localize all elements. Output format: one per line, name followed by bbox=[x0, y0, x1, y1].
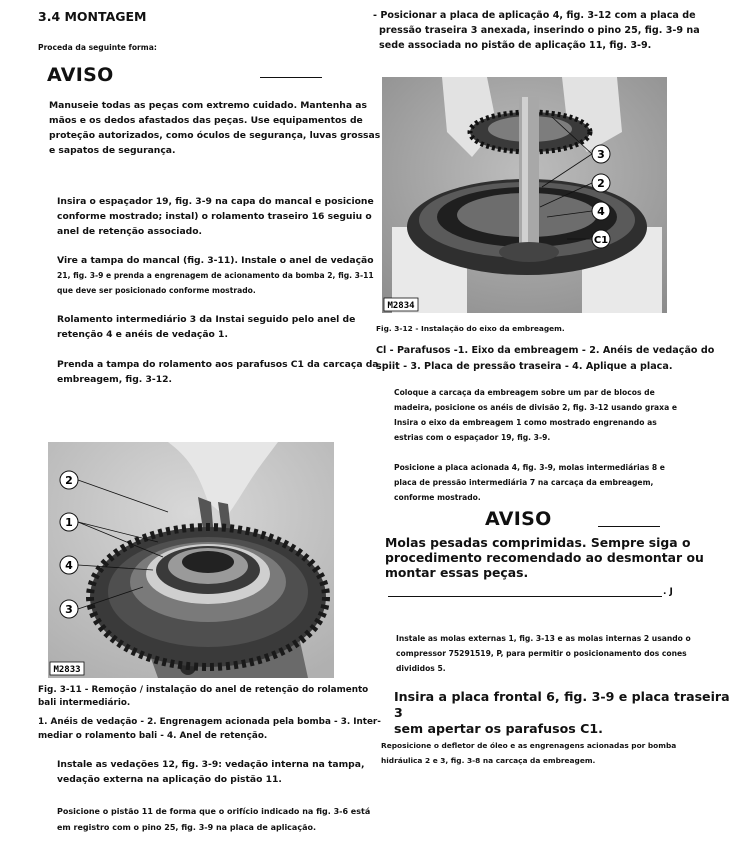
callout-2: 2 bbox=[597, 177, 605, 190]
warning-text: Manuseie todas as peças com extremo cuidado. Mantenha as mãos e os dedos afastados das peças. Use equipamentos de proteção autorizados, como óculos de segurança, luvas grossas e sapatos de segurança. bbox=[49, 100, 381, 156]
figure-3-12-legend: Cl - Parafusos -1. Eixo da embreagem - 2. Anéis de vedação do spiit - 3. Placa de pressão traseira - 4. Aplique a placa. bbox=[376, 345, 715, 372]
callout-4: 4 bbox=[65, 559, 73, 572]
callout-2: 2 bbox=[65, 474, 73, 487]
step-bearing-cap-cont: 21, fig. 3-9 e prenda a engrenagem de acionamento da bomba 2, fig. 3-11 que deve ser posicionado conforme mostrado. bbox=[57, 271, 374, 295]
warning-title: AVISO bbox=[47, 64, 114, 86]
figure-3-11-photo bbox=[48, 442, 334, 678]
step-springs: Instale as molas externas 1, fig. 3-13 e as molas internas 2 usando o compressor 75291519, P, para permitir o posicionamento dos cones divididos 5. bbox=[396, 634, 691, 673]
intro-text: Proceda da seguinte forma: bbox=[38, 43, 157, 52]
section-heading: 3.4 MONTAGEM bbox=[38, 9, 147, 24]
figure-code: M2833 bbox=[53, 665, 81, 675]
step-seals: Instale as vedações 12, fig. 3-9: vedação interna na tampa, vedação externa na aplicação do pistão 11. bbox=[57, 759, 365, 785]
callout-1: 1 bbox=[65, 516, 73, 529]
callout-3: 3 bbox=[65, 603, 73, 616]
step-housing-blocks: Coloque a carcaça da embreagem sobre um par de blocos de madeira, posicione os anéis de divisão 2, fig. 3-12 usando graxa e Insira o eixo da embreagem 1 como mostrado engrenando as estrias com o espaçador 19, fig. 3-9. bbox=[394, 388, 678, 442]
step-spacer: Insira o espaçador 19, fig. 3-9 na capa do mancal e posicione conforme mostrado; instal) o rolamento traseiro 16 seguiu o anel de retenção associado. bbox=[57, 196, 374, 237]
step-piston: Posicione o pistão 11 de forma que o orifício indicado na fig. 3-6 está em registro com o pino 25, fig. 3-9 na placa de aplicação. bbox=[57, 807, 371, 832]
figure-code: M2834 bbox=[387, 301, 415, 311]
figure-3-11-caption: Fig. 3-11 - Remoção / instalação do anel de retenção do rolamento bali intermediário. bbox=[38, 685, 369, 708]
step-oil-baffle: Reposicione o defletor de óleo e as engrenagens acionadas por bomba hidráulica 2 e 3, fig. 3-8 na carcaça da embreagem. bbox=[381, 741, 677, 765]
step-apply-plate: - Posicionar a placa de aplicação 4, fig. 3-12 com a placa de pressão traseira 3 anexada, inserindo o pino 25, fig. 3-9 na sede associada no pistão de aplicação 11, fig. 3-9. bbox=[373, 10, 700, 51]
callout-4: 4 bbox=[597, 205, 605, 218]
step-driven-plate: Posicione a placa acionada 4, fig. 3-9, molas intermediárias 8 e placa de pressão intermediária 7 na carcaça da embreagem, conforme mostrado. bbox=[394, 463, 665, 502]
warning-title: AVISO bbox=[485, 508, 552, 530]
callout-c1: C1 bbox=[593, 235, 609, 246]
figure-3-12-caption: Fig. 3-12 - Instalação do eixo da embreagem. bbox=[376, 324, 565, 333]
warning-end-rule bbox=[388, 596, 662, 597]
warning-rule bbox=[598, 526, 660, 527]
warning-text: Molas pesadas comprimidas. Sempre siga o procedimento recomendado ao desmontar ou montar essas peças. bbox=[385, 535, 704, 580]
step-bearing-cap: Vire a tampa do mancal (fig. 3-11). Instale o anel de vedação bbox=[57, 255, 374, 266]
warning-rule bbox=[260, 77, 322, 78]
step-front-plate: Insira a placa frontal 6, fig. 3-9 e placa traseira 3 sem apertar os parafusos C1. bbox=[394, 689, 730, 736]
figure-3-12-photo bbox=[382, 77, 667, 313]
callout-3: 3 bbox=[597, 148, 605, 161]
step-secure-cap: Prenda a tampa do rolamento aos parafusos C1 da carcaça da embreagem, fig. 3-12. bbox=[57, 359, 379, 385]
warning-end-mark: . J bbox=[663, 587, 673, 597]
step-intermediate-bearing: Rolamento intermediário 3 da Instai seguido pelo anel de retenção 4 e anéis de vedação 1. bbox=[57, 314, 356, 340]
figure-3-11-legend: 1. Anéis de vedação - 2. Engrenagem acionada pela bomba - 3. Inter- mediar o rolamento bali - 4. Anel de retenção. bbox=[38, 717, 381, 741]
